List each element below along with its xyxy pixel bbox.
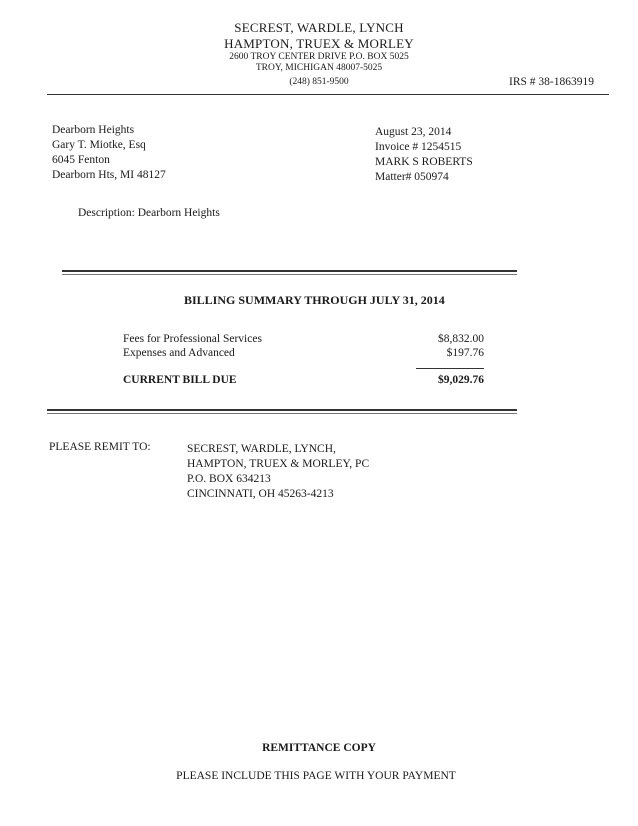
- remit-address: [187, 442, 369, 502]
- billing-summary-title: BILLING SUMMARY THROUGH JULY 31, 2014: [184, 293, 445, 307]
- client-line: Dearborn Heights: [52, 124, 135, 136]
- expenses-label: Expenses and Advanced: [123, 347, 235, 359]
- invoice-number: Invoice # 1254515: [375, 141, 462, 153]
- invoice-info: [375, 125, 473, 185]
- irs-number: IRS # 38-1863919: [509, 76, 594, 88]
- firm-name-line1: SECREST, WARDLE, LYNCH: [234, 20, 404, 35]
- remit-line: HAMPTON, TRUEX & MORLEY, PC: [187, 458, 370, 470]
- firm-phone: (248) 851-9500: [289, 77, 349, 87]
- invoice-attorney: MARK S ROBERTS: [375, 156, 473, 168]
- remit-line: SECREST, WARDLE, LYNCH,: [187, 443, 336, 455]
- remittance-copy-title: REMITTANCE COPY: [262, 742, 376, 754]
- fees-label: Fees for Professional Services: [123, 333, 262, 345]
- header-divider: [47, 94, 609, 95]
- invoice-date: August 23, 2014: [375, 126, 452, 138]
- invoice-matter: Matter# 050974: [375, 171, 449, 183]
- payment-note: PLEASE INCLUDE THIS PAGE WITH YOUR PAYMENT: [176, 770, 456, 782]
- summary-top-rule: [62, 270, 517, 272]
- current-bill-due-label: CURRENT BILL DUE: [123, 374, 237, 386]
- remit-line: CINCINNATI, OH 45263-4213: [187, 488, 334, 500]
- client-line: Dearborn Hts, MI 48127: [52, 169, 166, 181]
- current-bill-due-value: $9,029.76: [438, 374, 484, 386]
- total-rule: [416, 368, 484, 369]
- client-address: [52, 123, 166, 183]
- remit-label: PLEASE REMIT TO:: [49, 441, 151, 453]
- fees-value: $8,832.00: [438, 333, 484, 345]
- client-line: 6045 Fenton: [52, 154, 110, 166]
- description: Description: Dearborn Heights: [78, 207, 220, 219]
- expenses-value: $197.76: [446, 347, 484, 359]
- remit-line: P.O. BOX 634213: [187, 473, 271, 485]
- firm-address-line2: TROY, MICHIGAN 48007-5025: [255, 63, 383, 73]
- client-line: Gary T. Miotke, Esq: [52, 139, 146, 151]
- summary-bottom-rule: [47, 409, 517, 411]
- firm-address-line1: 2600 TROY CENTER DRIVE P.O. BOX 5025: [229, 52, 409, 62]
- firm-name-line2: HAMPTON, TRUEX & MORLEY: [224, 36, 414, 51]
